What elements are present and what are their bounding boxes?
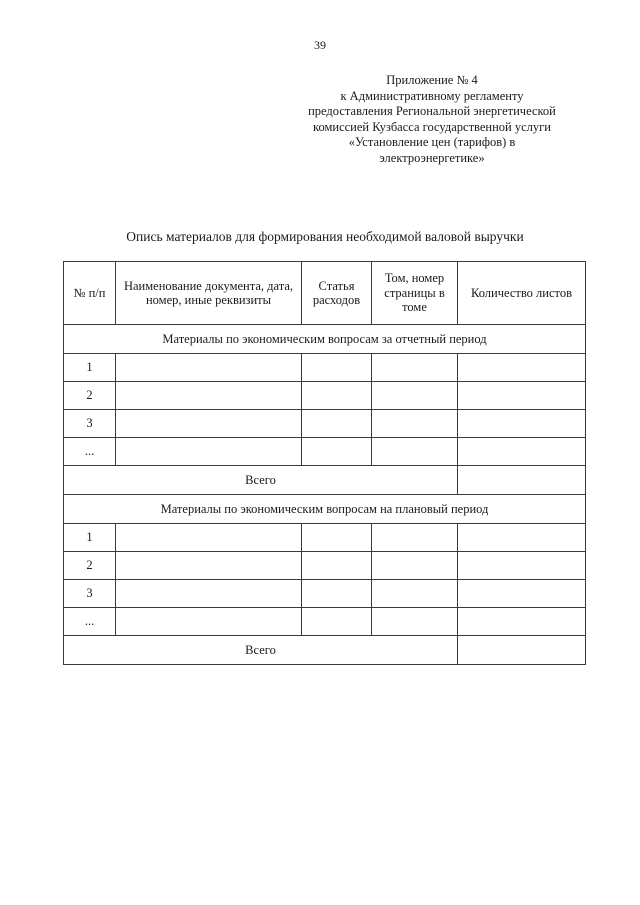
- section-title: Материалы по экономическим вопросам за отчетный период: [64, 325, 586, 354]
- total-label: Всего: [64, 636, 458, 665]
- cell-document[interactable]: [116, 524, 302, 552]
- header-expense-item: Статья расходов: [302, 262, 372, 325]
- cell-document[interactable]: [116, 552, 302, 580]
- cell-expense[interactable]: [302, 608, 372, 636]
- appendix-line: предоставления Региональной энергетической: [308, 104, 556, 118]
- appendix-line: электроэнергетике»: [379, 150, 485, 165]
- document-title: Опись материалов для формирования необходимой валовой выручки: [126, 229, 524, 244]
- row-number: 3: [64, 580, 116, 608]
- cell-document[interactable]: [116, 382, 302, 410]
- cell-volume[interactable]: [372, 552, 458, 580]
- appendix-heading: [270, 73, 594, 166]
- table-row: [64, 354, 586, 382]
- cell-expense[interactable]: [302, 382, 372, 410]
- cell-sheets[interactable]: [458, 524, 586, 552]
- table-header-row: [64, 262, 586, 325]
- table-row: [64, 608, 586, 636]
- appendix-line: «Установление цен (тарифов) в: [348, 135, 516, 149]
- cell-sheets[interactable]: [458, 410, 586, 438]
- cell-expense[interactable]: [302, 580, 372, 608]
- cell-sheets[interactable]: [458, 552, 586, 580]
- section-title: Материалы по экономическим вопросам на плановый период: [64, 495, 586, 524]
- cell-volume[interactable]: [372, 608, 458, 636]
- total-value-cell[interactable]: [458, 636, 586, 665]
- cell-document[interactable]: [116, 410, 302, 438]
- cell-volume[interactable]: [372, 438, 458, 466]
- total-value-cell[interactable]: [458, 466, 586, 495]
- table-row: [64, 438, 586, 466]
- cell-expense[interactable]: [302, 438, 372, 466]
- cell-expense[interactable]: [302, 354, 372, 382]
- cell-volume[interactable]: [372, 524, 458, 552]
- section-title-row: [64, 325, 586, 354]
- row-number: ...: [64, 438, 116, 466]
- materials-inventory-table: [63, 261, 586, 665]
- section-title-row: [64, 495, 586, 524]
- table-row: [64, 410, 586, 438]
- cell-expense[interactable]: [302, 552, 372, 580]
- header-volume-page: Том, номер страницы в томе: [372, 262, 458, 325]
- cell-sheets[interactable]: [458, 438, 586, 466]
- appendix-line: к Административному регламенту: [340, 88, 524, 103]
- cell-volume[interactable]: [372, 410, 458, 438]
- page-number: 39: [314, 38, 326, 52]
- row-number: ...: [64, 608, 116, 636]
- row-number: 1: [64, 354, 116, 382]
- cell-volume[interactable]: [372, 382, 458, 410]
- appendix-line: комиссией Кузбасса государственной услуги: [313, 119, 551, 134]
- cell-document[interactable]: [116, 438, 302, 466]
- header-sheet-count: Количество листов: [458, 262, 586, 325]
- cell-sheets[interactable]: [458, 580, 586, 608]
- cell-expense[interactable]: [302, 524, 372, 552]
- cell-document[interactable]: [116, 608, 302, 636]
- table-row: [64, 552, 586, 580]
- cell-volume[interactable]: [372, 354, 458, 382]
- total-row: [64, 466, 586, 495]
- row-number: 2: [64, 382, 116, 410]
- row-number: 3: [64, 410, 116, 438]
- cell-expense[interactable]: [302, 410, 372, 438]
- row-number: 1: [64, 524, 116, 552]
- appendix-line: Приложение № 4: [386, 73, 478, 87]
- cell-sheets[interactable]: [458, 354, 586, 382]
- total-label: Всего: [64, 466, 458, 495]
- table-row: [64, 382, 586, 410]
- cell-volume[interactable]: [372, 580, 458, 608]
- table-row: [64, 524, 586, 552]
- cell-sheets[interactable]: [458, 608, 586, 636]
- cell-document[interactable]: [116, 580, 302, 608]
- cell-document[interactable]: [116, 354, 302, 382]
- header-document-name: Наименование документа, дата, номер, иные реквизиты: [116, 262, 302, 325]
- row-number: 2: [64, 552, 116, 580]
- total-row: [64, 636, 586, 665]
- table-row: [64, 580, 586, 608]
- cell-sheets[interactable]: [458, 382, 586, 410]
- header-number: № п/п: [64, 262, 116, 325]
